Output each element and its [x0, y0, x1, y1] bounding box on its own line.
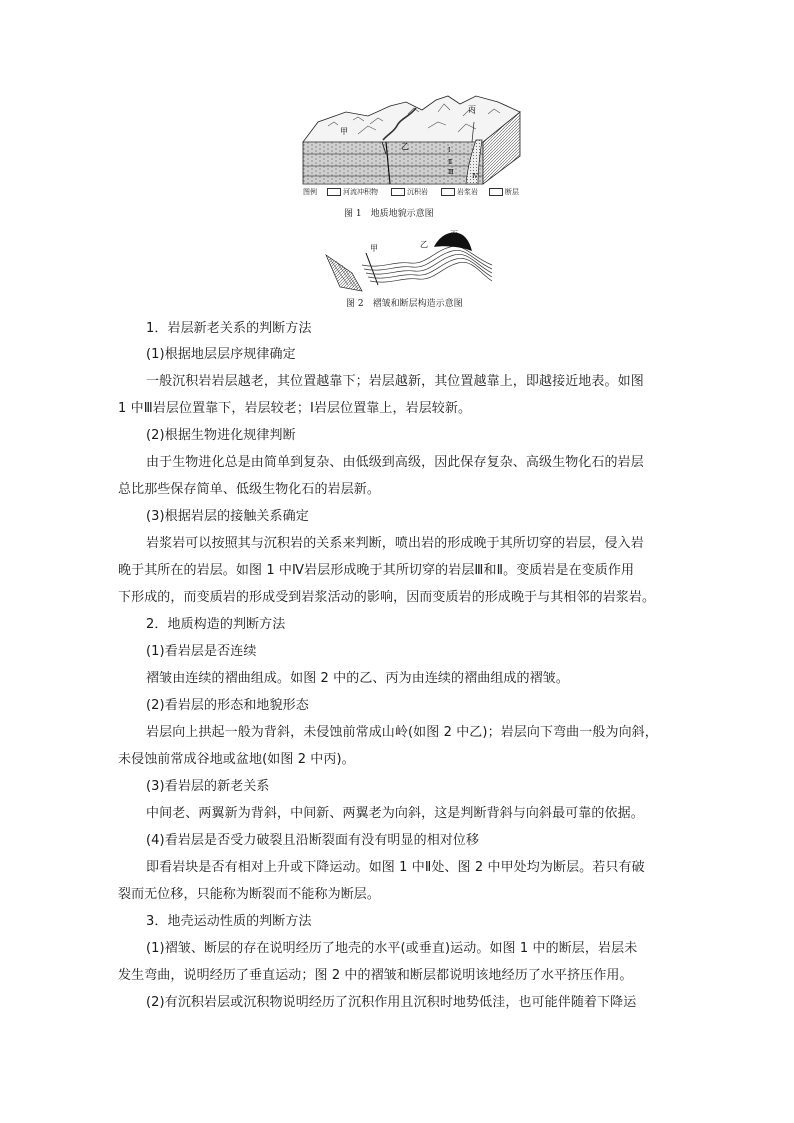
paragraph-line: 岩层向上拱起一般为背斜，未侵蚀前常成山岭(如图 2 中乙)；岩层向下弯曲一般为向斜，	[146, 725, 658, 740]
paragraph-line: 1 中Ⅲ岩层位置靠下，岩层较老；Ⅰ岩层位置靠上，岩层较新。	[118, 401, 472, 416]
figure1-legend	[303, 186, 563, 200]
section-heading-3: 3．地壳运动性质的判断方法	[146, 914, 312, 929]
fig1-label-rock-3: Ⅲ	[448, 169, 454, 176]
paragraph-line: 褶皱由连续的褶曲组成。如图 2 中的乙、丙为由连续的褶曲组成的褶皱。	[146, 671, 569, 686]
subheading: (1)根据地层层序规律确定	[146, 347, 296, 362]
section-heading-2: 2．地质构造的判断方法	[146, 617, 286, 632]
figure1-caption: 图 1 地质地貌示意图	[344, 209, 434, 219]
subheading: (2)根据生物进化规律判断	[146, 428, 296, 443]
figure2-caption: 图 2 褶皱和断层构造示意图	[346, 299, 463, 309]
paragraph-line: 总比那些保存简单、低级生物化石的岩层新。	[118, 482, 381, 497]
paragraph-line: 即看岩块是否有相对上升或下降运动。如图 1 中Ⅱ处、图 2 中甲处均为断层。若只有破	[146, 860, 645, 875]
fig1-label-yi: 乙	[401, 142, 409, 151]
legend-item-river-deposit: 河流冲积物	[327, 187, 378, 197]
paragraph-line: 未侵蚀前常成谷地或盆地(如图 2 中丙)。	[118, 752, 355, 767]
fig1-label-bing: 丙	[468, 105, 476, 114]
section-heading-1: 1．岩层新老关系的判断方法	[146, 321, 312, 336]
paragraph-line: 中间老、两翼新为背斜，中间新、两翼老为向斜，这是判断背斜与向斜最可靠的依据。	[146, 806, 644, 821]
fig2-label-jia: 甲	[370, 244, 378, 253]
subheading: (4)看岩层是否受力破裂且沿断裂面有没有明显的相对位移	[146, 833, 480, 848]
subheading: (1)看岩层是否连续	[146, 644, 257, 659]
fold-fault-diagram	[322, 225, 498, 293]
river-deposit-swatch-icon	[327, 188, 341, 196]
legend-title: 图例	[303, 188, 317, 196]
paragraph-line: 一般沉积岩岩层越老，其位置越靠下；岩层越新，其位置越靠上，即越接近地表。如图	[146, 374, 644, 389]
fig1-label-jia: 甲	[340, 127, 348, 136]
paragraph-line: 发生弯曲，说明经历了垂直运动；图 2 中的褶皱和断层都说明该地经历了水平挤压作用。	[118, 968, 633, 983]
paragraph-line: 裂而无位移，只能称为断裂而不能称为断层。	[118, 887, 381, 902]
legend-item-igneous: 岩浆岩	[441, 187, 478, 197]
paragraph-line: 由于生物进化总是由简单到复杂、由低级到高级，因此保存复杂、高级生物化石的岩层	[146, 455, 644, 470]
legend-item-sedimentary: 沉积岩	[391, 187, 428, 197]
igneous-swatch-icon	[441, 188, 455, 196]
paragraph-line: (1)褶皱、断层的存在说明经历了地壳的水平(或垂直)运动。如图 1 中的断层，岩层未	[146, 941, 638, 956]
subheading: (3)看岩层的新老关系	[146, 779, 270, 794]
legend-item-fault: 断层	[489, 187, 519, 197]
fig1-label-rock-2: Ⅱ	[448, 159, 453, 166]
subheading: (3)根据岩层的接触关系确定	[146, 509, 309, 524]
fig2-label-bing: 丙	[450, 230, 458, 239]
paragraph-line: 晚于其所在的岩层。如图 1 中Ⅳ岩层形成晚于其所切穿的岩层Ⅲ和Ⅱ。变质岩是在变质作用	[118, 563, 635, 578]
fault-swatch-icon	[489, 188, 503, 196]
sedimentary-swatch-icon	[391, 188, 405, 196]
fig1-label-rock-4: Ⅳ	[472, 173, 478, 180]
paragraph-line: (2)有沉积岩层或沉积物说明经历了沉积作用且沉积时地势低洼，也可能伴随着下降运	[146, 995, 637, 1010]
paragraph-line: 岩浆岩可以按照其与沉积岩的关系来判断，喷出岩的形成晚于其所切穿的岩层，侵入岩	[146, 536, 644, 551]
fig2-label-yi: 乙	[420, 240, 428, 249]
fig1-label-rock-1: Ⅰ	[448, 147, 451, 154]
subheading: (2)看岩层的形态和地貌形态	[146, 698, 309, 713]
paragraph-line: 下形成的，而变质岩的形成受到岩浆活动的影响，因而变质岩的形成晚于与其相邻的岩浆岩。	[118, 590, 656, 605]
